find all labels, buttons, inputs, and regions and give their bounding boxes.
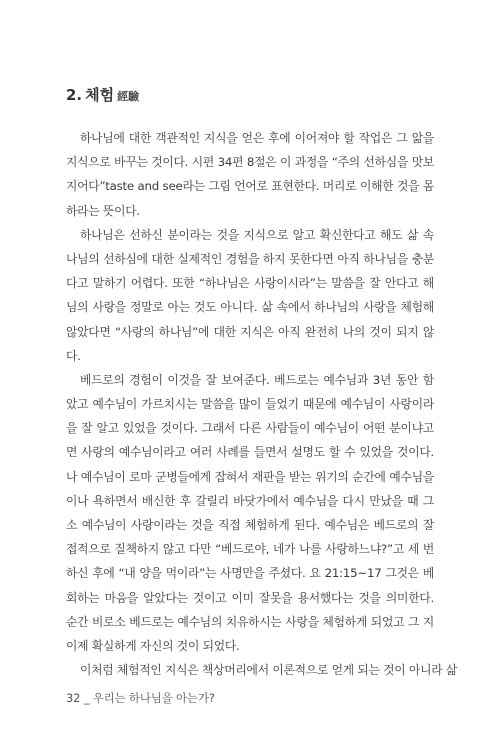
section-heading — [66, 84, 139, 105]
text-line: 하라는 뜻이다. — [66, 203, 140, 218]
section-title-hanja: 經驗 — [117, 90, 140, 103]
text-line: 을 잘 알고 있었을 것이다. 그래서 다른 사람들이 예수님이 어떤 분이냐고 — [66, 421, 434, 436]
text-line: 님의 사랑을 정말로 아는 것도 아니다. 삶 속에서 하나님의 사랑을 체험해 — [66, 300, 434, 315]
footer-separator: _ — [83, 691, 90, 705]
paragraph — [66, 126, 434, 223]
text-line: 않았다면 “사랑의 하나님”에 대한 지식은 아직 완전히 나의 것이 되지 않 — [66, 324, 434, 339]
text-line: 나 예수님이 로마 군병들에게 잡혀서 재판을 받는 위기의 순간에 예수님을 — [66, 469, 434, 484]
text-line: 접적으로 질책하지 않고 다만 “베드로야, 네가 나를 사랑하느냐?”고 세 번 — [66, 542, 434, 557]
text-line: 다고 말하기 어렵다. 또한 “하나님은 사랑이시라”는 말씀을 잘 안다고 해 — [66, 276, 434, 291]
text-line: 지어다”taste and see라는 그림 언어로 표현한다. 머리로 이해한 것을 몸 — [66, 179, 434, 194]
paragraph — [66, 658, 458, 682]
paragraph — [66, 368, 434, 658]
text-line: 지식으로 바꾸는 것이다. 시편 34편 8절은 이 과정을 “주의 선하심을 맛보 — [66, 155, 434, 170]
text-line: 회하는 마음을 알았다는 것이고 이미 잘못을 용서했다는 것을 의미한다. — [66, 590, 434, 605]
text-line: 나님의 선하심에 대한 실제적인 경험을 하지 못한다면 아직 하나님을 충분 — [66, 251, 434, 266]
text-line: 았고 예수님이 가르치시는 말씀을 많이 들었기 때문에 예수님이 사랑이라 — [66, 397, 434, 412]
paragraph — [66, 223, 434, 368]
text-line: 면 사랑의 예수님이라고 여러 사례를 들면서 설명도 할 수 있었을 것이다. — [66, 445, 434, 460]
text-line: 다. — [66, 348, 81, 363]
text-line: 베드로의 경험이 이것을 잘 보여준다. 베드로는 예수님과 3년 동안 함 — [80, 372, 434, 387]
section-number: 2. — [66, 86, 83, 104]
page-number: 32 — [66, 691, 81, 705]
footer-book-title: 우리는 하나님을 아는가? — [92, 691, 215, 705]
body-text — [66, 126, 458, 682]
text-line: 하신 후에 “내 양을 먹이라”는 사명만을 주셨다. 요 21:15~17 그것은 베 — [66, 566, 434, 581]
text-line: 이제 확실하게 자신의 것이 되었다. — [66, 638, 240, 653]
text-line: 이처럼 체험적인 지식은 책상머리에서 이론적으로 얻게 되는 것이 아니라 삶 — [80, 663, 458, 678]
page-footer — [66, 690, 215, 706]
text-line: 순간 비로소 베드로는 예수님의 치유하시는 사랑을 체험하게 되었고 그 지 — [66, 614, 434, 629]
text-line: 하나님에 대한 객관적인 지식을 얻은 후에 이어져야 할 작업은 그 앎을 — [80, 131, 434, 145]
text-line: 소 예수님이 사랑이라는 것을 직접 체험하게 된다. 예수님은 베드로의 잘 — [66, 518, 434, 532]
text-line: 이나 욕하면서 배신한 후 갈릴리 바닷가에서 예수님을 다시 만났을 때 그 — [66, 493, 434, 508]
text-line: 하나님은 선하신 분이라는 것을 지식으로 알고 확신한다고 해도 삶 속 — [80, 227, 434, 242]
section-title: 체험 — [85, 86, 115, 104]
